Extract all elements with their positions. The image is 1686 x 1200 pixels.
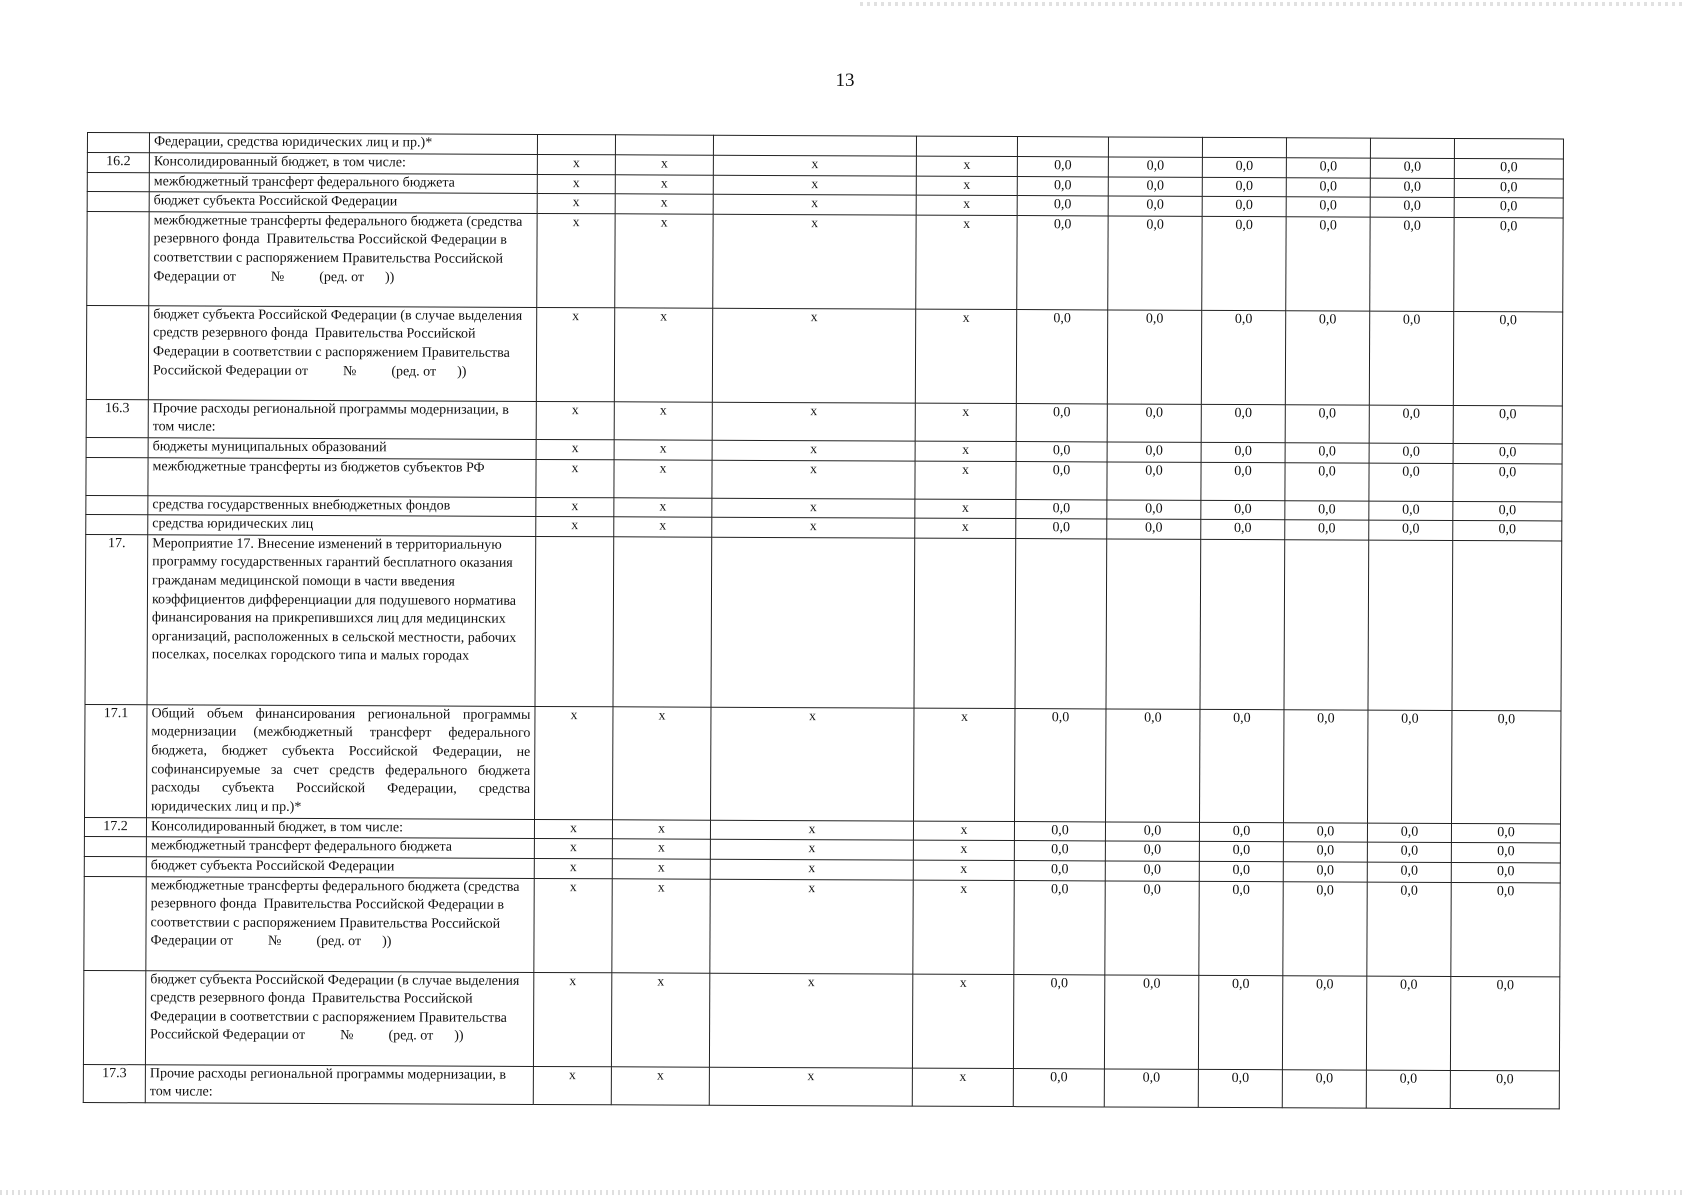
value-cell	[914, 538, 1016, 708]
value-cell: 0,0	[1454, 178, 1563, 198]
value-cell: х	[713, 155, 916, 175]
value-cell: 0,0	[1105, 861, 1199, 881]
value-cell: х	[535, 706, 613, 819]
value-cell: 0,0	[1015, 708, 1106, 821]
value-cell	[1015, 538, 1107, 708]
value-cell: 0,0	[1366, 1070, 1450, 1109]
value-cell: 0,0	[1286, 177, 1370, 197]
row-number: 17.1	[85, 704, 147, 817]
row-number: 17.	[85, 534, 148, 704]
value-cell: х	[712, 308, 915, 403]
value-cell: х	[611, 972, 709, 1066]
value-cell: 0,0	[1017, 215, 1108, 309]
value-cell: 0,0	[1369, 311, 1453, 405]
value-cell: х	[537, 213, 615, 307]
row-description: межбюджетные трансферты из бюджетов субъектов РФ	[148, 457, 536, 497]
value-cell: х	[612, 839, 710, 859]
value-cell	[615, 135, 713, 155]
value-cell: х	[614, 517, 712, 537]
table-body	[83, 133, 1563, 1109]
value-cell: х	[713, 194, 916, 214]
value-cell: 0,0	[1370, 197, 1454, 217]
row-description: бюджет субъекта Российской Федерации	[149, 192, 537, 213]
row-description: средства государственных внебюджетных фондов	[148, 495, 536, 516]
table-row	[83, 970, 1559, 1070]
value-cell: х	[712, 517, 915, 537]
value-cell: 0,0	[1107, 310, 1201, 404]
value-cell: 0,0	[1453, 405, 1562, 444]
value-cell: 0,0	[1283, 862, 1367, 882]
value-cell: 0,0	[1370, 178, 1454, 198]
value-cell: 0,0	[1108, 177, 1202, 197]
value-cell	[1370, 138, 1454, 158]
value-cell: х	[533, 1066, 611, 1105]
table-row	[84, 876, 1560, 976]
row-description: бюджет субъекта Российской Федерации (в случае выделения средств резервного фонда Правительства Российской Федерации в соответствии с распоряжением Правительства Российской Федерации от № (ред. от ))	[145, 970, 533, 1066]
value-cell: х	[536, 307, 614, 401]
table-row	[85, 704, 1561, 823]
value-cell: 0,0	[1201, 404, 1285, 443]
value-cell: 0,0	[1367, 710, 1451, 823]
row-number	[87, 192, 149, 212]
value-cell: 0,0	[1104, 974, 1198, 1068]
value-cell: 0,0	[1016, 309, 1107, 403]
value-cell	[1454, 138, 1563, 158]
value-cell: х	[615, 155, 713, 175]
row-description: межбюджетный трансферт федерального бюджета	[146, 837, 534, 858]
value-cell: х	[537, 154, 615, 174]
row-number	[87, 133, 149, 153]
value-cell: 0,0	[1369, 405, 1453, 444]
value-cell: х	[916, 215, 1017, 309]
row-description: межбюджетные трансферты федерального бюджета (средства резервного фонда Правительства Российской Федерации в соответствии с распоряжением Правительства Российской Федерации от № (ред. от ))	[146, 876, 534, 972]
value-cell: 0,0	[1107, 462, 1201, 500]
row-description: Общий объем финансирования региональной программы модернизации (межбюджетный трансферт федерального бюджета, бюджет субъекта Российской Федерации, не софинансируемые за счет средств федерального бюджета расходы субъекта Российской Федерации, средства юридических лиц и пр.)*	[147, 705, 535, 820]
value-cell: х	[915, 403, 1016, 442]
value-cell: х	[710, 840, 913, 860]
value-cell: х	[615, 214, 713, 308]
row-number	[86, 457, 148, 495]
value-cell: х	[711, 707, 914, 821]
value-cell: х	[709, 973, 912, 1068]
value-cell: х	[534, 878, 612, 972]
value-cell: 0,0	[1285, 311, 1369, 405]
row-number	[86, 495, 148, 515]
value-cell: 0,0	[1017, 196, 1108, 216]
value-cell	[916, 136, 1017, 156]
value-cell: 0,0	[1202, 157, 1286, 177]
value-cell: х	[536, 439, 614, 459]
value-cell	[1017, 137, 1108, 157]
value-cell: х	[916, 195, 1017, 215]
value-cell	[1106, 539, 1201, 709]
value-cell: х	[614, 459, 712, 497]
value-cell: 0,0	[1104, 1068, 1198, 1107]
value-cell: х	[536, 497, 614, 517]
row-number: 17.3	[83, 1064, 145, 1102]
value-cell: 0,0	[1453, 521, 1562, 541]
value-cell: х	[614, 440, 712, 460]
row-number	[86, 437, 148, 457]
value-cell	[711, 537, 915, 708]
value-cell: 0,0	[1451, 710, 1560, 823]
value-cell: 0,0	[1201, 500, 1285, 520]
value-cell: 0,0	[1454, 217, 1563, 311]
value-cell: 0,0	[1198, 1069, 1282, 1108]
row-number	[84, 856, 146, 876]
table-row	[85, 534, 1562, 710]
value-cell: х	[614, 308, 712, 402]
row-description: средства юридических лиц	[148, 515, 536, 536]
value-cell: 0,0	[1016, 461, 1107, 499]
value-cell: х	[615, 194, 713, 214]
table-row	[86, 399, 1562, 444]
value-cell: х	[915, 461, 1016, 499]
value-cell: 0,0	[1451, 843, 1560, 863]
value-cell: 0,0	[1285, 443, 1369, 463]
value-cell: х	[713, 214, 916, 309]
value-cell: 0,0	[1107, 404, 1201, 443]
value-cell: 0,0	[1201, 462, 1285, 500]
value-cell: х	[916, 176, 1017, 196]
value-cell: х	[913, 860, 1014, 880]
row-number	[87, 211, 149, 305]
value-cell	[613, 537, 712, 707]
value-cell: 0,0	[1283, 842, 1367, 862]
value-cell: 0,0	[1451, 882, 1560, 976]
value-cell: 0,0	[1202, 197, 1286, 217]
value-cell: 0,0	[1283, 709, 1367, 822]
value-cell: х	[613, 707, 711, 820]
value-cell: х	[537, 194, 615, 214]
value-cell: х	[914, 708, 1015, 821]
value-cell: 0,0	[1367, 862, 1451, 882]
value-cell: 0,0	[1014, 860, 1105, 880]
value-cell: 0,0	[1282, 1069, 1366, 1108]
row-number	[87, 172, 149, 192]
value-cell: 0,0	[1451, 862, 1560, 882]
value-cell: 0,0	[1286, 197, 1370, 217]
value-cell: 0,0	[1014, 821, 1105, 841]
value-cell: 0,0	[1016, 519, 1107, 539]
value-cell: 0,0	[1369, 443, 1453, 463]
budget-table	[83, 132, 1564, 1109]
value-cell: х	[534, 819, 612, 839]
value-cell: 0,0	[1202, 177, 1286, 197]
value-cell: 0,0	[1370, 158, 1454, 178]
row-number: 16.2	[87, 153, 149, 173]
value-cell: 0,0	[1286, 217, 1370, 311]
value-cell	[1368, 540, 1453, 710]
value-cell: 0,0	[1199, 881, 1283, 975]
value-cell: 0,0	[1016, 403, 1107, 442]
value-cell	[1108, 137, 1202, 157]
value-cell: х	[912, 1068, 1013, 1107]
value-cell: х	[915, 309, 1016, 403]
value-cell: 0,0	[1107, 442, 1201, 462]
row-description: бюджет субъекта Российской Федерации	[146, 857, 534, 878]
value-cell: 0,0	[1450, 976, 1559, 1070]
value-cell: х	[612, 859, 710, 879]
value-cell: х	[913, 840, 1014, 860]
value-cell: 0,0	[1013, 1068, 1104, 1107]
table-row	[83, 1064, 1559, 1109]
value-cell: х	[710, 859, 913, 879]
value-cell: х	[614, 497, 712, 517]
value-cell: х	[915, 518, 1016, 538]
value-cell: 0,0	[1454, 158, 1563, 178]
value-cell: 0,0	[1453, 311, 1562, 405]
row-description: Консолидированный бюджет, в том числе:	[146, 818, 534, 839]
value-cell: 0,0	[1199, 861, 1283, 881]
value-cell: 0,0	[1201, 520, 1285, 540]
value-cell: х	[912, 974, 1013, 1068]
value-cell: 0,0	[1016, 442, 1107, 462]
row-number	[84, 837, 146, 857]
value-cell: 0,0	[1107, 500, 1201, 520]
value-cell: х	[615, 174, 713, 194]
row-number	[84, 876, 146, 970]
value-cell: х	[913, 880, 1014, 974]
value-cell: х	[612, 820, 710, 840]
value-cell: х	[710, 820, 913, 840]
value-cell: 0,0	[1282, 975, 1366, 1069]
value-cell: 0,0	[1369, 501, 1453, 521]
value-cell	[1452, 540, 1562, 710]
value-cell: х	[534, 858, 612, 878]
row-description: Федерации, средства юридических лиц и пр.)*	[149, 133, 537, 155]
value-cell	[1286, 138, 1370, 158]
value-cell: 0,0	[1198, 975, 1282, 1069]
value-cell: 0,0	[1453, 443, 1562, 463]
value-cell: х	[915, 441, 1016, 461]
table-row	[87, 211, 1563, 311]
value-cell: х	[614, 402, 712, 441]
value-cell: 0,0	[1107, 519, 1201, 539]
row-description: Мероприятие 17. Внесение изменений в территориальную программу государственных гарантий бесплатного оказания гражданам медицинской помощи в части введения коэффициентов дифференциации для подушевого норматива финансирования на прикрепившихся лиц для медицинских организаций, расположенных в сельской местности, рабочих поселках, поселках городского типа и малых городах	[147, 535, 536, 707]
row-number: 17.2	[84, 817, 146, 837]
row-description: бюджет субъекта Российской Федерации (в случае выделения средств резервного фонда Правительства Российской Федерации в соответствии с распоряжением Правительства Российской Федерации от № (ред. от ))	[148, 306, 536, 402]
value-cell: 0,0	[1016, 499, 1107, 519]
value-cell: х	[536, 459, 614, 497]
value-cell: 0,0	[1283, 822, 1367, 842]
value-cell	[537, 134, 615, 154]
table-row	[86, 457, 1562, 501]
value-cell: х	[712, 440, 915, 460]
table-row	[86, 305, 1562, 405]
value-cell: 0,0	[1450, 1070, 1559, 1109]
value-cell: х	[913, 821, 1014, 841]
value-cell: 0,0	[1367, 882, 1451, 976]
value-cell	[713, 135, 916, 156]
value-cell: 0,0	[1108, 157, 1202, 177]
value-cell: х	[536, 517, 614, 537]
value-cell: 0,0	[1014, 880, 1105, 974]
value-cell: 0,0	[1285, 405, 1369, 444]
row-description: Прочие расходы региональной программы модернизации, в том числе:	[148, 400, 536, 440]
value-cell	[535, 536, 614, 706]
value-cell: х	[915, 499, 1016, 519]
value-cell: 0,0	[1106, 709, 1200, 822]
row-number	[86, 515, 148, 535]
value-cell: х	[612, 878, 710, 972]
value-cell: 0,0	[1199, 709, 1283, 822]
value-cell	[1200, 539, 1285, 709]
value-cell: 0,0	[1108, 216, 1202, 310]
value-cell: 0,0	[1014, 841, 1105, 861]
value-cell: х	[709, 1067, 912, 1106]
value-cell: 0,0	[1202, 216, 1286, 310]
value-cell: 0,0	[1108, 196, 1202, 216]
value-cell: 0,0	[1285, 500, 1369, 520]
row-number: 16.3	[86, 399, 148, 437]
value-cell: х	[533, 972, 611, 1066]
row-description: Консолидированный бюджет, в том числе:	[149, 153, 537, 174]
value-cell: х	[713, 175, 916, 195]
value-cell: 0,0	[1283, 881, 1367, 975]
value-cell: 0,0	[1367, 823, 1451, 843]
value-cell: х	[916, 156, 1017, 176]
value-cell: х	[536, 401, 614, 440]
scan-edge-top	[860, 2, 1686, 6]
value-cell: х	[534, 839, 612, 859]
value-cell: х	[712, 460, 915, 499]
value-cell: 0,0	[1367, 842, 1451, 862]
row-description: бюджеты муниципальных образований	[148, 438, 536, 459]
value-cell: 0,0	[1199, 822, 1283, 842]
value-cell: 0,0	[1454, 198, 1563, 218]
value-cell	[1202, 137, 1286, 157]
value-cell: 0,0	[1286, 158, 1370, 178]
value-cell: 0,0	[1105, 841, 1199, 861]
value-cell: 0,0	[1453, 501, 1562, 521]
value-cell: 0,0	[1370, 217, 1454, 311]
value-cell: 0,0	[1017, 157, 1108, 177]
row-number	[83, 970, 145, 1064]
row-description: Прочие расходы региональной программы модернизации, в том числе:	[145, 1064, 533, 1104]
value-cell: х	[712, 402, 915, 441]
value-cell: 0,0	[1369, 463, 1453, 501]
value-cell: 0,0	[1285, 462, 1369, 500]
value-cell: 0,0	[1105, 822, 1199, 842]
value-cell	[1284, 539, 1369, 709]
row-number	[86, 305, 148, 399]
value-cell: 0,0	[1366, 976, 1450, 1070]
value-cell: 0,0	[1017, 176, 1108, 196]
value-cell: 0,0	[1105, 880, 1199, 974]
value-cell: 0,0	[1453, 463, 1562, 501]
value-cell: 0,0	[1451, 823, 1560, 843]
value-cell: 0,0	[1285, 520, 1369, 540]
value-cell: 0,0	[1199, 842, 1283, 862]
value-cell: 0,0	[1369, 520, 1453, 540]
value-cell: х	[537, 174, 615, 194]
row-description: межбюджетный трансферт федерального бюджета	[149, 172, 537, 193]
page-number: 13	[835, 70, 855, 91]
value-cell: х	[710, 879, 913, 974]
value-cell: х	[712, 498, 915, 518]
value-cell: 0,0	[1201, 310, 1285, 404]
value-cell: 0,0	[1013, 974, 1104, 1068]
value-cell: 0,0	[1201, 442, 1285, 462]
row-description: межбюджетные трансферты федерального бюджета (средства резервного фонда Правительства Российской Федерации в соответствии с распоряжением Правительства Российской Федерации от № (ред. от ))	[149, 212, 537, 308]
value-cell: х	[611, 1066, 709, 1105]
scan-edge-bottom	[0, 1190, 1686, 1195]
